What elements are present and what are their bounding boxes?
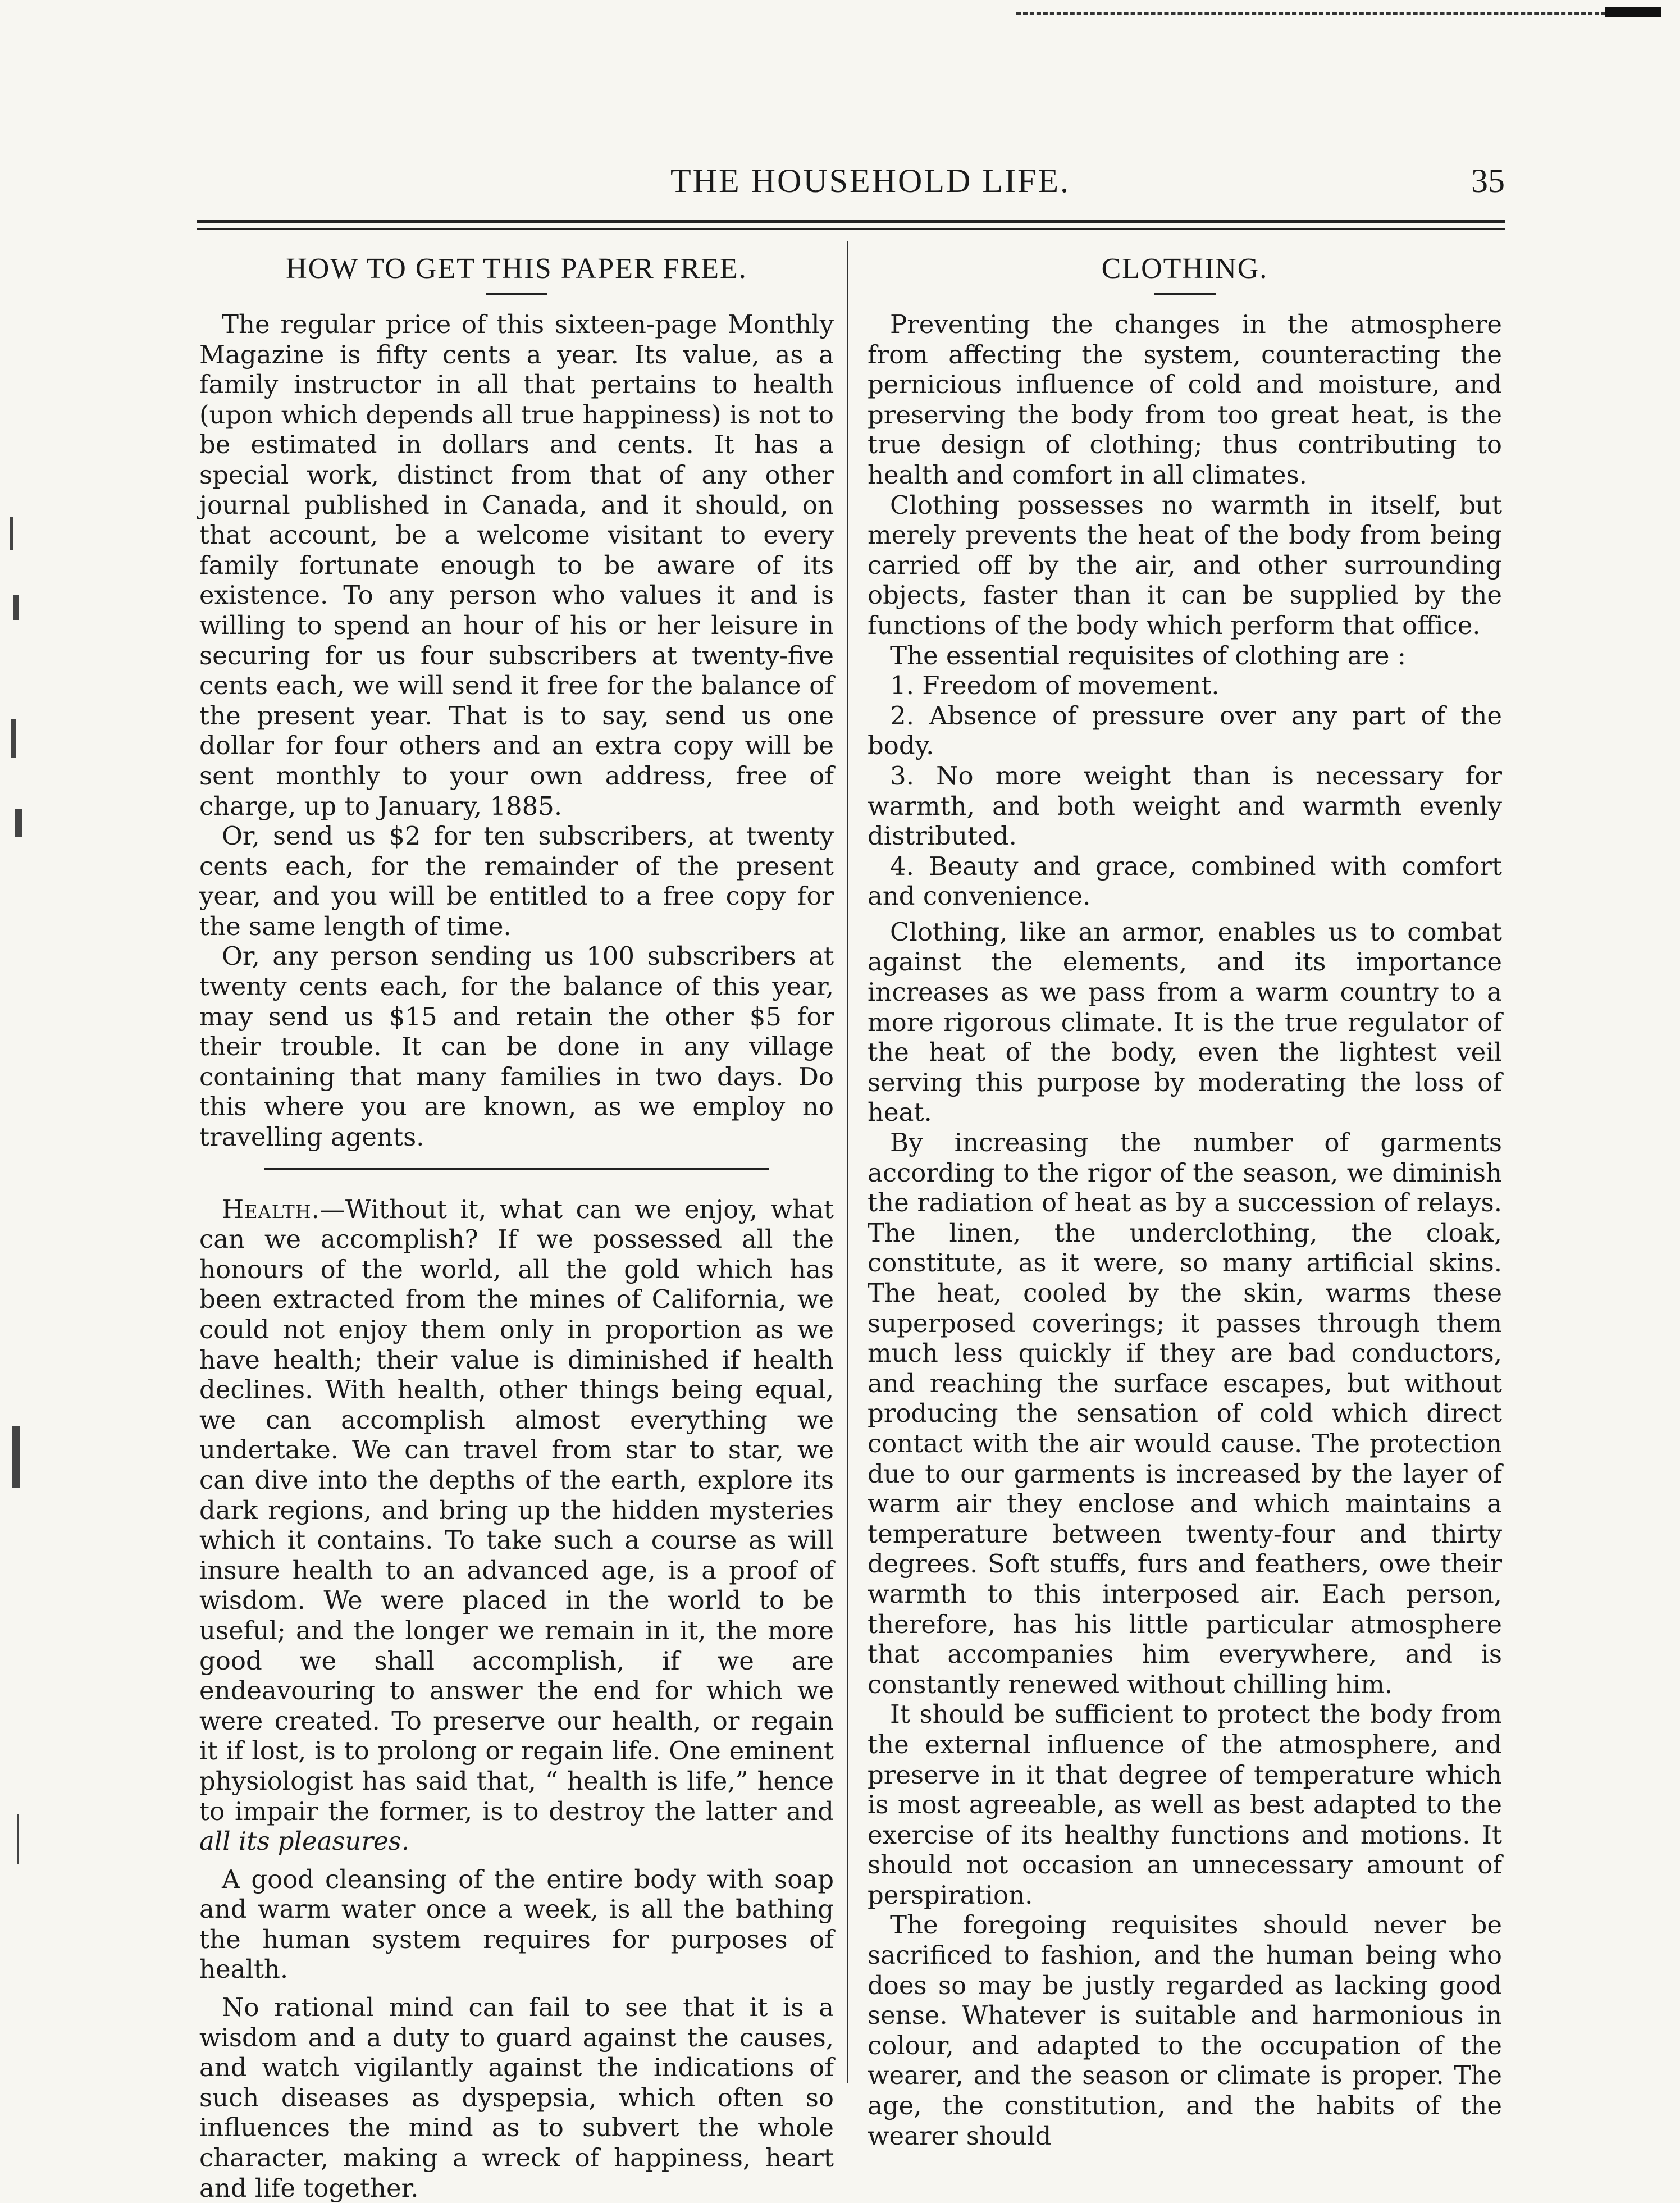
column-divider <box>847 241 848 2083</box>
article-paragraph: By increasing the number of garments according to the rigor of the season, we diminish the radiation of heat as by a succession of relays. The linen, the underclothing, the cloak, constitute, as it were, so many artificial skins. The heat, cooled by the skin, warms these superposed coverings; it passes through them much less quickly if they are bad conductors, and reaching the surface escapes, but without producing the sensation of cold which direct contact with the air would cause. The protection due to our garments is increased by the layer of warm air they enclose and which maintains a temperature between twenty-four and thirty degrees. Soft stuffs, furs and feathers, owe their warmth to this interposed air. Each person, therefore, has his little particular atmosphere that accompanies him everywhere, and is constantly renewed without chilling him. <box>868 1128 1502 1699</box>
right-column <box>868 241 1502 2151</box>
article-paragraph: The regular price of this sixteen-page Monthly Magazine is fifty cents a year. Its value, as a family instructor in all that pertains to health (upon which depends all true happiness) is not to be estimated in dollars and cents. It has a special work, distinct from that of any other journal published in Canada, and it should, on that account, be a welcome visitant to every family fortunate enough to be aware of its existence. To any person who values it and is willing to spend an hour of his or her leisure in securing for us four subscribers at twenty-five cents each, we will send it free for the balance of the present year. That is to say, send us one dollar for four others and an extra copy will be sent monthly to your own address, free of charge, up to January, 1885. <box>199 309 834 821</box>
article-paragraph: A good cleansing of the entire body with soap and warm water once a week, is all the bathing the human system requires for purposes of health. <box>199 1864 834 1985</box>
requisite-item: 4. Beauty and grace, combined with comfort and convenience. <box>868 851 1502 911</box>
title-rule <box>1154 293 1216 295</box>
title-rule <box>486 293 547 295</box>
header-rule <box>197 220 1505 223</box>
health-italic-end: all its pleasures. <box>199 1826 410 1857</box>
article-paragraph: Clothing, like an armor, enables us to combat against the elements, and its importance increases as we pass from a warm country to a more rigorous climate. It is the true regulator of the heat of the body, even the lightest veil serving this purpose by moderating the loss of heat. <box>868 916 1502 1128</box>
article-paragraph: Or, send us $2 for ten subscribers, at twenty cents each, for the remainder of the present year, and you will be entitled to a free copy for the same length of time. <box>199 821 834 941</box>
running-head-title: THE HOUSEHOLD LIFE. <box>670 162 1070 199</box>
article-paragraph: Preventing the changes in the atmosphere from affecting the system, counteracting the pernicious influence of cold and moisture, and preserving the body from too great heat, is the true design of clothing; thus contributing to health and comfort in all climates. <box>868 309 1502 490</box>
health-text: —Without it, what can we enjoy, what can we accomplish? If we possessed all the honours of the world, all the gold which has been extracted from the mines of California, we could not enjoy them only in proportion as we have health; their value is diminished if health declines. With health, other things being equal, we can accomplish almost everything we undertake. We can travel from star to star, we can dive into the depths of the earth, explore its dark regions, and bring up the hidden mysteries which it contains. To take such a course as will insure health to an advanced age, is a proof of wisdom. We were placed in the world to be useful; and the longer we remain in it, the more good we shall accomplish, if we are endeavouring to answer the end for which we were created. To preserve our health, or regain it if lost, is to prolong or regain life. One eminent physiologist has said that, “ health is life,” hence to impair the former, is to destroy the latter and <box>199 1194 834 1826</box>
health-paragraph <box>199 1194 834 1857</box>
article-paragraph: The essential requisites of clothing are : <box>890 640 1407 671</box>
article-paragraph: It should be sufficient to protect the body from the external influence of the atmosphere, and preserve in it that degree of temperature which is most agreeable, as well as best adapted to the exercise of its healthy functions and motions. It should not occasion an unnecessary amount of perspiration. <box>868 1699 1502 1910</box>
top-ink-mark <box>1605 7 1661 17</box>
article-title: CLOTHING. <box>1101 253 1268 285</box>
header-rule <box>197 228 1505 230</box>
left-column <box>199 241 834 2203</box>
article-paragraph: The foregoing requisites should never be sacrificed to fashion, and the human being who does so may be justly regarded as lacking good sense. Whatever is suitable and harmonious in colour, and adapted to the occupation of the wearer, and the season or climate is proper. The age, the constitution, and the habits of the wearer should <box>868 1910 1502 2151</box>
requisite-item: 1. Freedom of movement. <box>890 671 1220 701</box>
top-dashed-rule <box>1016 12 1606 15</box>
requisite-item: 3. No more weight than is necessary for warmth, and both weight and warmth evenly distributed. <box>868 760 1502 851</box>
article-paragraph: No rational mind can fail to see that it is a wisdom and a duty to guard against the causes, and watch vigilantly against the indications of such diseases as dyspepsia, which often so influences the mind as to subvert the whole character, making a wreck of happiness, heart and life together. <box>199 1992 834 2203</box>
article-title: HOW TO GET THIS PAPER FREE. <box>286 253 747 285</box>
article-paragraph: Clothing possesses no warmth in itself, but merely prevents the heat of the body from being carried off by the air, and other surrounding objects, faster than it can be supplied by the functions of the body which perform that office. <box>868 490 1502 640</box>
article-paragraph: Or, any person sending us 100 subscribers at twenty cents each, for the balance of this year, may send us $15 and retain the other $5 for their trouble. It can be done in any village containing that many families in two days. Do this where you are known, as we employ no travelling agents. <box>199 941 834 1152</box>
health-lead: Health. <box>222 1194 320 1224</box>
requisite-item: 2. Absence of pressure over any part of the body. <box>868 700 1502 761</box>
page-number: 35 <box>1471 162 1505 199</box>
section-rule <box>264 1168 769 1170</box>
